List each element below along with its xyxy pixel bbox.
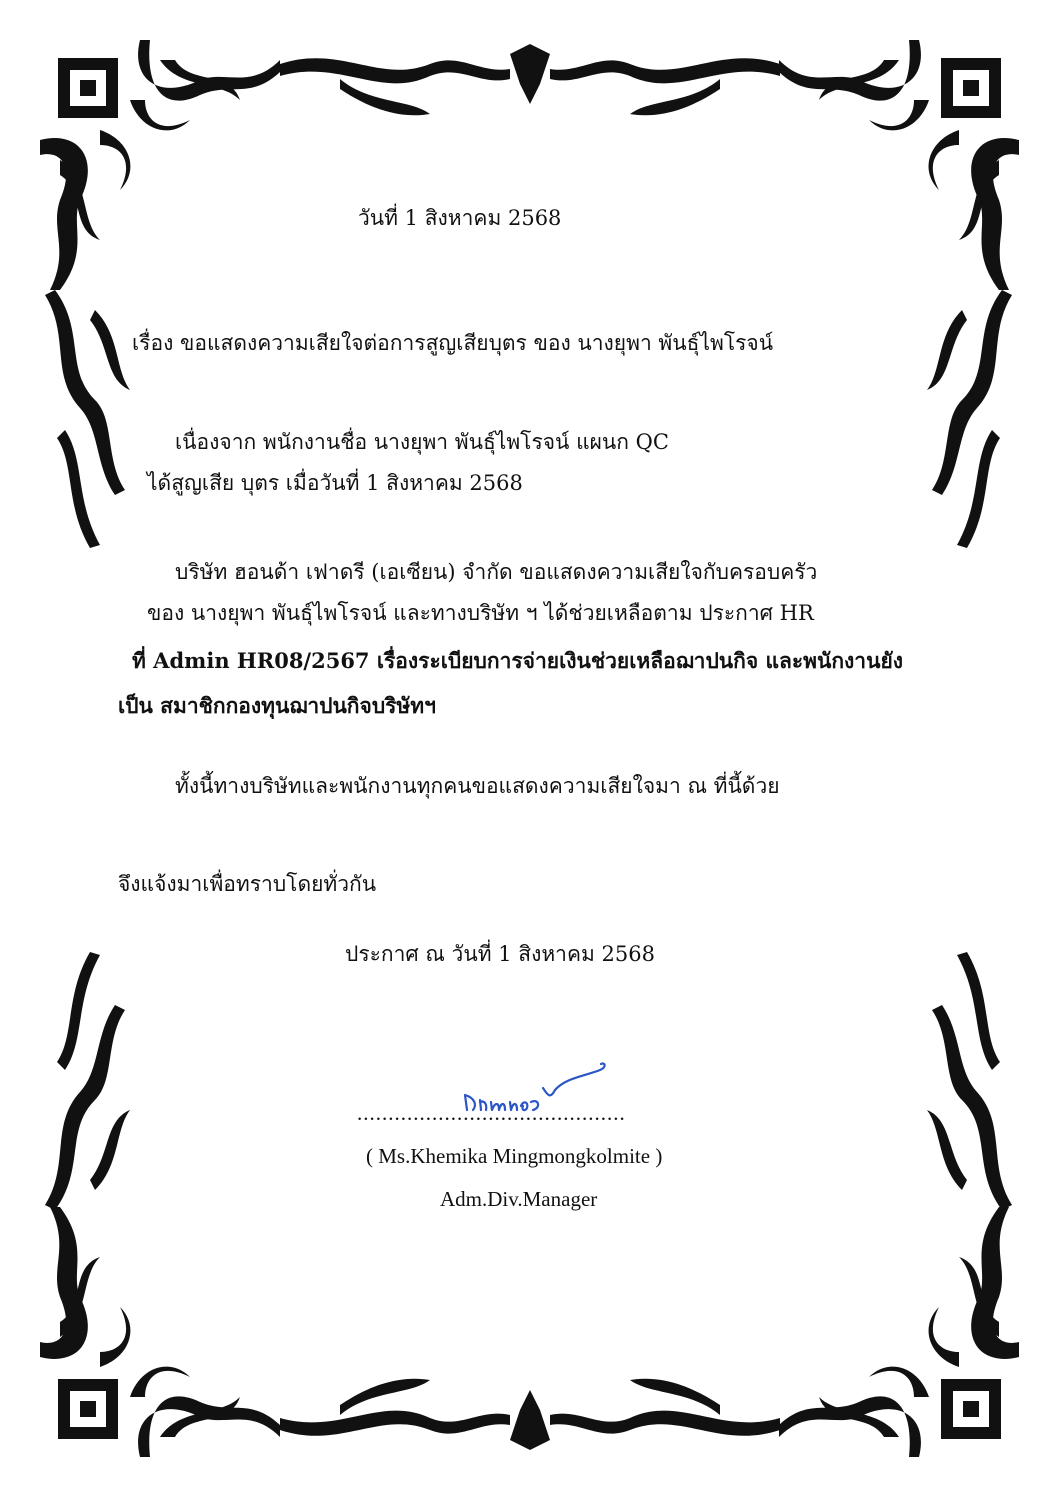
corner-ornament-bottom-right — [779, 1197, 1019, 1457]
border-ornament-left-lower — [45, 950, 135, 1210]
corner-ornament-bottom-left — [40, 1197, 280, 1457]
subject-line: เรื่อง ขอแสดงความเสียใจต่อการสูญเสียบุตร ของ นางยุพา พันธุ์ไพโรจน์ — [132, 331, 774, 355]
border-ornament-right-lower — [922, 950, 1012, 1210]
paragraph2-line4: เป็น สมาชิกกองทุนฌาปนกิจบริษัทฯ — [118, 693, 436, 718]
border-ornament-bottom — [280, 1370, 780, 1450]
corner-ornament-top-left — [40, 40, 280, 300]
paragraph3: ทั้งนี้ทางบริษัทและพนักงานทุกคนขอแสดงความเสียใจมา ณ ที่นี้ด้วย — [175, 774, 780, 798]
closing-line: จึงแจ้งมาเพื่อทราบโดยทั่วกัน — [118, 872, 377, 896]
paragraph2-line2: ของ นางยุพา พันธุ์ไพโรจน์ และทางบริษัท ฯ ได้ช่วยเหลือตาม ประกาศ HR — [147, 601, 814, 625]
border-ornament-right-upper — [922, 290, 1012, 550]
signatory-title: Adm.Div.Manager — [440, 1187, 598, 1211]
paragraph2-line3: ที่ Admin HR08/2567 เรื่องระเบียบการจ่ายเงินช่วยเหลือฌาปนกิจ และพนักงานยัง — [132, 648, 904, 673]
paragraph1-line2: ได้สูญเสีย บุตร เมื่อวันที่ 1 สิงหาคม 2568 — [147, 471, 523, 495]
paragraph2-line1: บริษัท ฮอนด้า เฟาดรี (เอเซียน) จำกัด ขอแสดงความเสียใจกับครอบครัว — [175, 560, 818, 584]
signatory-name: ( Ms.Khemika Mingmongkolmite ) — [366, 1144, 663, 1168]
announce-date: ประกาศ ณ วันที่ 1 สิงหาคม 2568 — [345, 942, 655, 966]
corner-ornament-top-right — [779, 40, 1019, 300]
border-ornament-top — [280, 44, 780, 124]
header-date: วันที่ 1 สิงหาคม 2568 — [358, 206, 562, 230]
paragraph1-line1: เนื่องจาก พนักงานชื่อ นางยุพา พันธุ์ไพโรจน์ แผนก QC — [175, 430, 669, 454]
signature-line: ........................................... — [357, 1101, 626, 1125]
border-ornament-left-upper — [45, 290, 135, 550]
